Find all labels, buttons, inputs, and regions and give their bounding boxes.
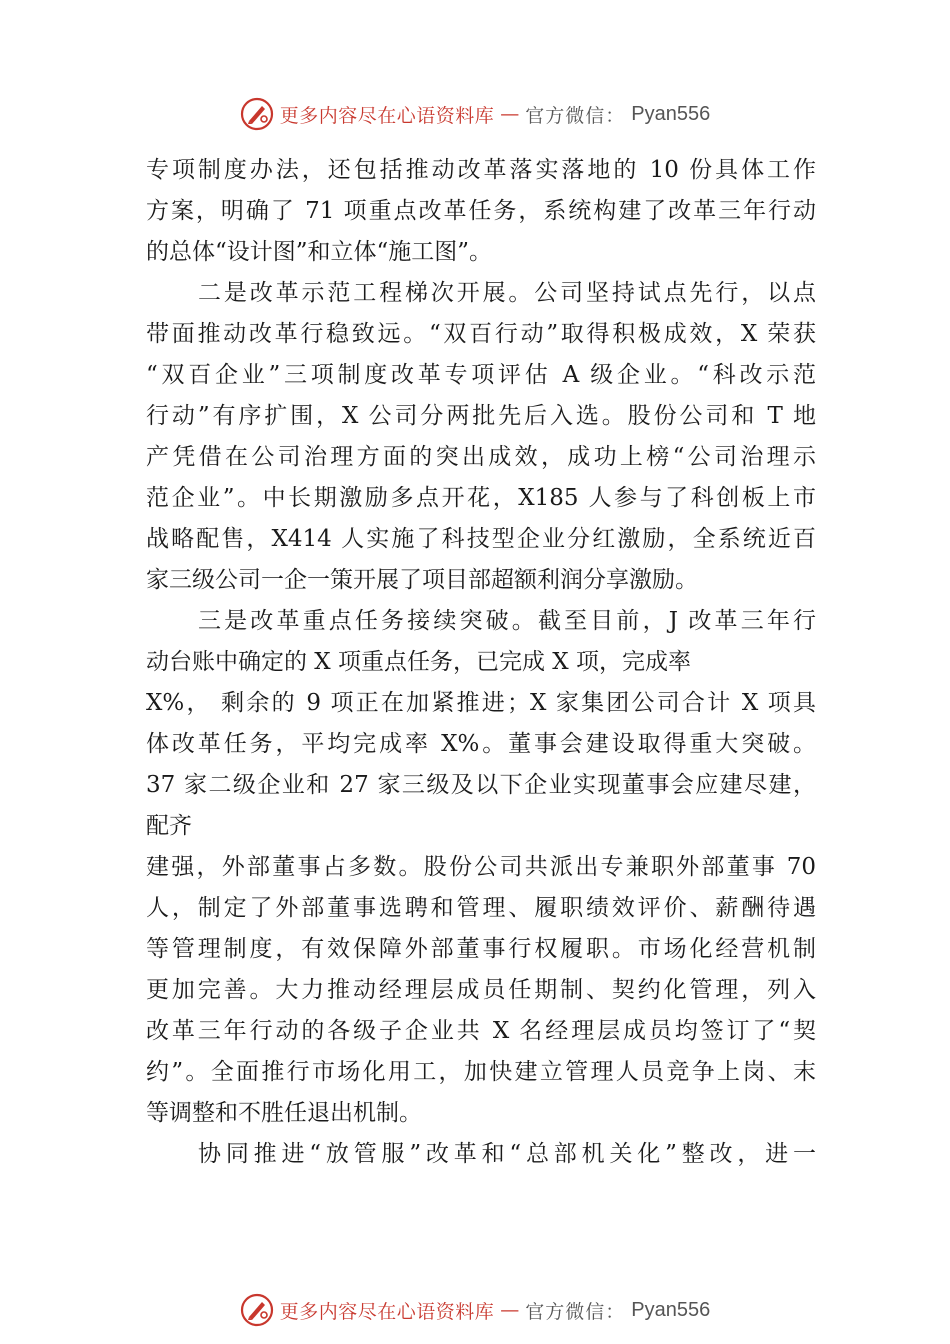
text-line: 协同推进“放管服”改革和“总部机关化”整改，进一 xyxy=(198,1141,816,1167)
text-line: 体改革任务，平均完成率 X%。董事会建设取得重大突破。 xyxy=(146,731,816,757)
text-line: 等调整和不胜任退出机制。 xyxy=(146,1100,422,1126)
text-line: 等管理制度，有效保障外部董事行权履职。市场化经营机制 xyxy=(146,936,816,962)
text-line: 配齐 xyxy=(146,813,192,839)
text-line: 改革三年行动的各级子企业共 X 名经理层成员均签订了“契 xyxy=(146,1018,816,1044)
text-line: 37 家二级企业和 27 家三级及以下企业实现董事会应建尽建， xyxy=(146,772,816,798)
text-line: 更加完善。大力推动经理层成员任期制、契约化管理，列入 xyxy=(146,977,816,1003)
text-line: 专项制度办法，还包括推动改革落实落地的 10 份具体工作 xyxy=(146,157,816,183)
text-line: 三是改革重点任务接续突破。截至目前，J 改革三年行 xyxy=(198,608,816,634)
text-line: 范企业”。中长期激励多点开花，X185 人参与了科创板上市 xyxy=(146,485,816,511)
footer-promo-text: 更多内容尽在心语资料库 xyxy=(279,1300,495,1323)
header-official-text: 官方微信： xyxy=(525,104,626,127)
text-line: 产凭借在公司治理方面的突出成效，成功上榜“公司治理示 xyxy=(146,444,816,470)
text-line: 战略配售，X414 人实施了科技型企业分红激励，全系统近百 xyxy=(146,526,816,552)
text-line: 人，制定了外部董事选聘和管理、履职绩效评价、薪酬待遇 xyxy=(146,895,816,921)
text-line: “双百企业”三项制度改革专项评估 A 级企业。“科改示范 xyxy=(146,362,816,388)
footer-official-text: 官方微信： xyxy=(525,1300,626,1323)
text-line: 二是改革示范工程梯次开展。公司坚持试点先行，以点 xyxy=(198,280,816,306)
brand-logo-icon xyxy=(240,97,274,131)
document-body xyxy=(146,150,816,1175)
text-line: 动台账中确定的 X 项重点任务，已完成 X 项，完成率 xyxy=(146,649,691,675)
footer-banner xyxy=(0,1290,950,1330)
footer-separator: — xyxy=(500,1299,520,1321)
text-line: 带面推动改革行稳致远。“双百行动”取得积极成效，X 荣获 xyxy=(146,321,816,347)
header-wechat-id: Pyan556 xyxy=(631,102,711,125)
text-line: 的总体“设计图”和立体“施工图”。 xyxy=(146,239,493,265)
brand-logo-icon xyxy=(240,1293,274,1327)
header-promo-text: 更多内容尽在心语资料库 xyxy=(279,104,495,127)
header-separator: — xyxy=(500,103,520,125)
text-line: 方案，明确了 71 项重点改革任务，系统构建了改革三年行动 xyxy=(146,198,816,224)
text-line: 约”。全面推行市场化用工，加快建立管理人员竞争上岗、末 xyxy=(146,1059,816,1085)
text-line: 建强，外部董事占多数。股份公司共派出专兼职外部董事 70 xyxy=(146,854,816,880)
header-banner xyxy=(0,94,950,134)
text-line: 行动”有序扩围，X 公司分两批先后入选。股份公司和 T 地 xyxy=(146,403,816,429)
text-line: X%， 剩余的 9 项正在加紧推进；X 家集团公司合计 X 项具 xyxy=(146,690,816,716)
text-line: 家三级公司一企一策开展了项目部超额利润分享激励。 xyxy=(146,567,698,593)
footer-wechat-id: Pyan556 xyxy=(631,1298,711,1321)
